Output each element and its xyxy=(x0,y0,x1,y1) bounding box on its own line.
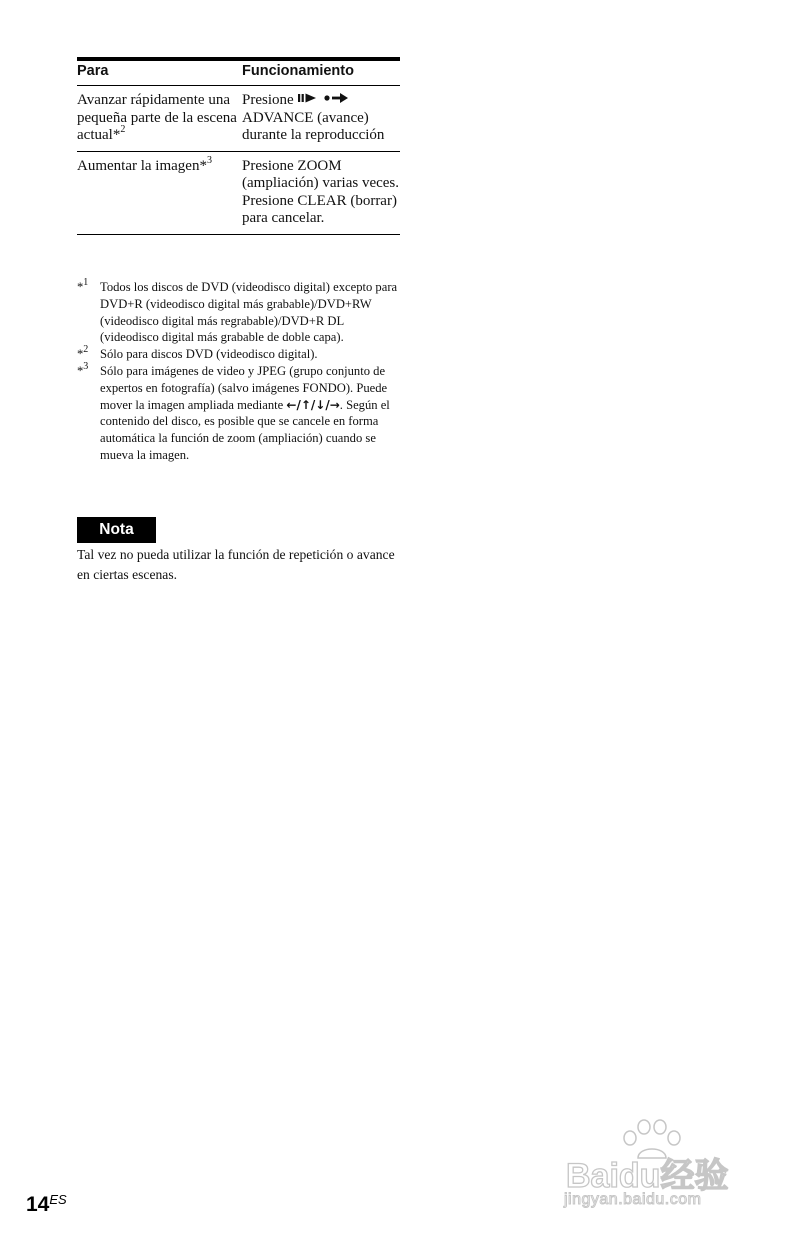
footnote-text: Todos los discos de DVD (videodisco digital) excepto para DVD+R (videodisco digital más grabable)/DVD+RW (videodisco digital más regrabable)/DVD+R DL (videodisco digital más grabable de doble capa). xyxy=(100,280,398,345)
page-number-value: 14 xyxy=(26,1193,50,1216)
footnotes xyxy=(77,276,400,464)
row-func-cell xyxy=(242,86,400,152)
row-func-prefix: Presione xyxy=(242,92,294,109)
footnote-mark: * xyxy=(112,127,121,143)
table-header-row xyxy=(77,61,400,86)
footnote-number: 3 xyxy=(83,360,89,372)
watermark-brand: Baidu经验 xyxy=(566,1157,729,1195)
step-forward-icon xyxy=(297,92,319,110)
footnote-text-before: Sólo para imágenes de video y JPEG (grupo conjunto de expertos en fotografía) (salvo imágenes FONDO). Puede mover la imagen ampliada mediante xyxy=(100,363,388,412)
header-funcionamiento: Funcionamiento xyxy=(242,61,400,86)
page-number xyxy=(26,1193,67,1217)
footnote-text xyxy=(100,363,400,464)
footnote-mark: * xyxy=(77,280,84,294)
footnote-marker xyxy=(77,360,100,464)
footnote-number: 2 xyxy=(83,344,89,355)
row-func-rest: ADVANCE (avance) durante la reproducción xyxy=(242,109,385,144)
row-func-cell xyxy=(242,151,400,234)
footnote-item xyxy=(77,276,400,346)
arrow-keys-icon: ←/↑/↓/→ xyxy=(286,397,340,412)
advance-arrow-icon xyxy=(323,92,351,110)
footnote-ref: 3 xyxy=(206,154,212,166)
footnote-text: Sólo para discos DVD (videodisco digital). xyxy=(100,347,318,362)
row-para-text: Avanzar rápidamente una pequeña parte de la escena actual xyxy=(77,92,237,143)
row-func-text: Presione ZOOM (ampliación) varias veces. Presione CLEAR (borrar) para cancelar. xyxy=(242,157,400,227)
footnote-mark: * xyxy=(77,347,84,362)
watermark xyxy=(560,1118,760,1218)
footnote-item xyxy=(77,346,400,363)
operations-table xyxy=(77,61,400,235)
watermark-url: jingyan.baidu.com xyxy=(564,1191,702,1208)
footnote-text-after: . Según el contenido del disco, es posible que se cancele en forma automática la función de zoom (ampliación) cuando se mueva la imagen. xyxy=(100,397,390,462)
footnote-mark: * xyxy=(77,363,84,378)
footnote-ref: 2 xyxy=(120,124,126,135)
footnote-item xyxy=(77,360,400,464)
footnote-mark: * xyxy=(199,157,207,174)
row-para-cell xyxy=(77,151,242,234)
header-para: Para xyxy=(77,61,242,86)
row-para-cell xyxy=(77,86,242,152)
footnote-marker xyxy=(77,346,100,363)
table-row xyxy=(77,151,400,234)
table-row xyxy=(77,86,400,152)
note-text: Tal vez no pueda utilizar la función de repetición o avance en ciertas escenas. xyxy=(77,547,395,582)
footnote-number: 1 xyxy=(83,276,89,288)
row-para-text: Aumentar la imagen xyxy=(77,157,200,174)
page-number-suffix: ES xyxy=(49,1192,67,1207)
footnote-marker xyxy=(77,276,100,346)
note-label: Nota xyxy=(77,517,156,543)
